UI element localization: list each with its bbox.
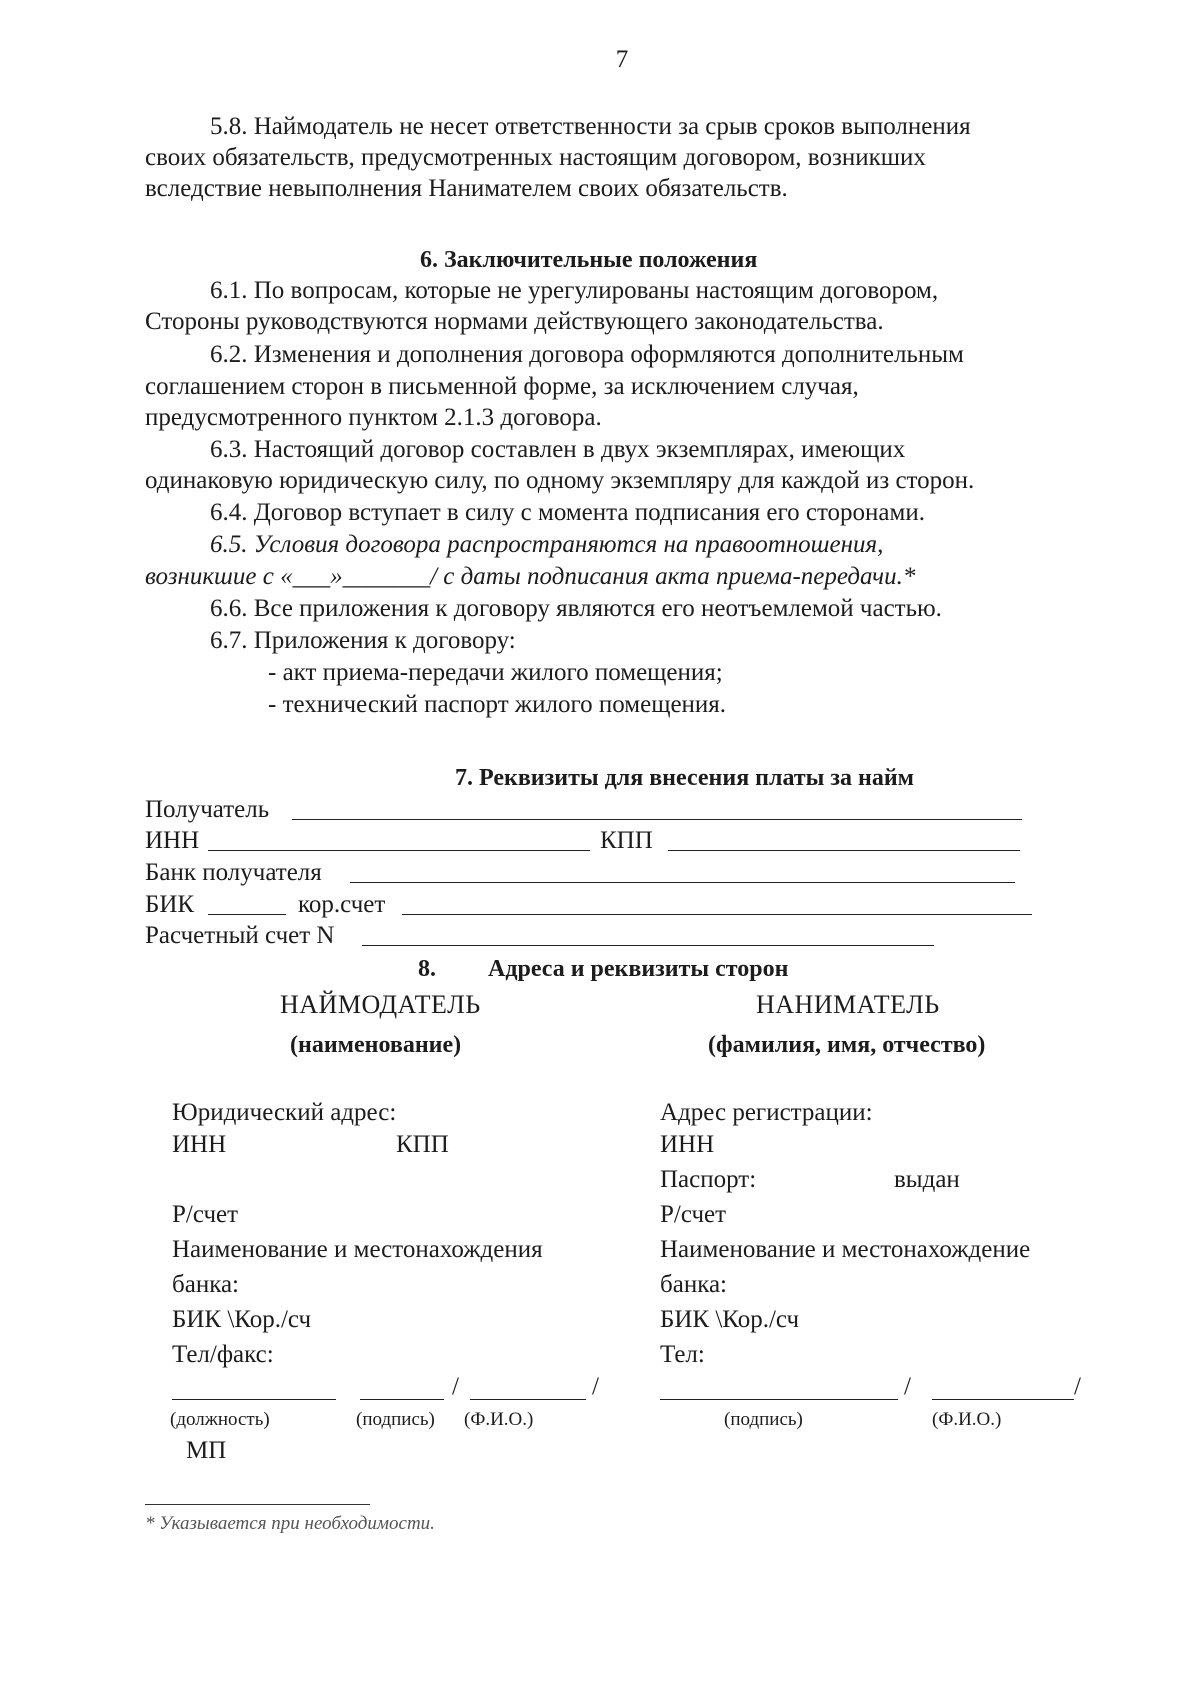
clause-6-2-line-1: 6.2. Изменения и дополнения договора оформляются дополнительным xyxy=(210,341,964,368)
tenant-bik-label: БИК \Кор./сч xyxy=(660,1306,800,1333)
landlord-bank-line-1: Наименование и местонахождения xyxy=(172,1236,543,1263)
recipient-label: Получатель xyxy=(145,796,270,823)
clause-6-1-line-1: 6.1. По вопросам, которые не урегулированы настоящим договором, xyxy=(210,277,939,304)
bank-field[interactable] xyxy=(350,881,1015,883)
landlord-position-caption: (должность) xyxy=(170,1409,270,1430)
section-8-heading: Адреса и реквизиты сторон xyxy=(488,956,789,982)
landlord-account-label: Р/счет xyxy=(172,1201,239,1228)
landlord-title: НАЙМОДАТЕЛЬ xyxy=(280,990,481,1019)
section-8-number: 8. xyxy=(418,956,436,982)
inn-field[interactable] xyxy=(208,849,590,851)
kpp-field[interactable] xyxy=(668,849,1020,851)
landlord-bank-line-2: банка: xyxy=(172,1271,240,1298)
landlord-fio-field[interactable] xyxy=(470,1398,586,1400)
clause-6-4: 6.4. Договор вступает в силу с момента подписания его сторонами. xyxy=(210,499,925,526)
bik-field[interactable] xyxy=(208,913,286,915)
tenant-bank-line-2: банка: xyxy=(660,1271,728,1298)
landlord-slash-2: / xyxy=(592,1373,599,1400)
tenant-signature-field[interactable] xyxy=(660,1398,898,1400)
tenant-phone-label: Тел: xyxy=(660,1341,705,1368)
clause-6-2-line-2: соглашением сторон в письменной форме, за исключением случая, xyxy=(145,373,859,400)
tenant-fio-caption: (Ф.И.О.) xyxy=(932,1409,1002,1430)
clause-6-3-line-2: одинаковую юридическую силу, по одному экземпляру для каждой из сторон. xyxy=(145,467,975,494)
landlord-subtitle: (наименование) xyxy=(290,1032,462,1058)
footnote-divider xyxy=(145,1504,370,1505)
tenant-slash-1: / xyxy=(904,1373,911,1400)
landlord-position-field[interactable] xyxy=(172,1398,336,1400)
landlord-fio-caption: (Ф.И.О.) xyxy=(464,1409,534,1430)
stamp-label: МП xyxy=(186,1437,227,1464)
kor-account-field[interactable] xyxy=(402,913,1032,915)
tenant-title: НАНИМАТЕЛЬ xyxy=(756,990,940,1019)
landlord-signature-field[interactable] xyxy=(360,1398,444,1400)
inn-label: ИНН xyxy=(145,827,200,854)
tenant-fio-field[interactable] xyxy=(932,1398,1074,1400)
landlord-sign-caption: (подпись) xyxy=(356,1409,435,1430)
account-field[interactable] xyxy=(362,944,934,946)
tenant-sign-caption: (подпись) xyxy=(724,1409,803,1430)
tenant-issued-label: выдан xyxy=(894,1166,960,1193)
clause-6-1-line-2: Стороны руководствуются нормами действующего законодательства. xyxy=(145,308,884,335)
tenant-passport-label: Паспорт: xyxy=(660,1166,757,1193)
clause-6-5-line-2: возникшие с «___»_______/ с даты подписания акта приема-передачи.* xyxy=(145,563,916,590)
section-7-heading: 7. Реквизиты для внесения платы за найм xyxy=(455,765,915,791)
appendix-item-2: - технический паспорт жилого помещения. xyxy=(268,691,727,718)
clause-6-6: 6.6. Все приложения к договору являются его неотъемлемой частью. xyxy=(210,595,942,622)
page-number: 7 xyxy=(615,46,629,73)
bank-label: Банк получателя xyxy=(145,859,322,886)
landlord-phone-label: Тел/факс: xyxy=(172,1341,274,1368)
tenant-account-label: Р/счет xyxy=(660,1201,727,1228)
landlord-inn-label: ИНН xyxy=(172,1131,227,1158)
tenant-bank-line-1: Наименование и местонахождение xyxy=(660,1236,1031,1263)
clause-5-8-line-3: вследствие невыполнения Нанимателем своих обязательств. xyxy=(145,175,788,202)
tenant-inn-label: ИНН xyxy=(660,1131,715,1158)
clause-5-8-line-1: 5.8. Наймодатель не несет ответственности за срыв сроков выполнения xyxy=(210,113,971,140)
recipient-field[interactable] xyxy=(292,818,1022,820)
kor-account-label: кор.счет xyxy=(298,891,386,918)
account-label: Расчетный счет N xyxy=(145,922,335,949)
clause-6-7: 6.7. Приложения к договору: xyxy=(210,627,516,654)
clause-6-5-line-1: 6.5. Условия договора распространяются на правоотношения, xyxy=(210,531,884,558)
kpp-label: КПП xyxy=(600,827,653,854)
landlord-address-label: Юридический адрес: xyxy=(172,1099,397,1126)
section-6-heading: 6. Заключительные положения xyxy=(420,247,758,273)
clause-5-8-line-2: своих обязательств, предусмотренных настоящим договором, возникших xyxy=(145,144,926,171)
appendix-item-1: - акт приема-передачи жилого помещения; xyxy=(268,659,723,686)
landlord-slash-1: / xyxy=(452,1373,459,1400)
tenant-slash-2: / xyxy=(1074,1373,1081,1400)
tenant-subtitle: (фамилия, имя, отчество) xyxy=(708,1032,986,1058)
clause-6-2-line-3: предусмотренного пунктом 2.1.3 договора. xyxy=(145,404,602,431)
footnote-text: * Указывается при необходимости. xyxy=(145,1513,435,1534)
landlord-bik-label: БИК \Кор./сч xyxy=(172,1306,312,1333)
tenant-address-label: Адрес регистрации: xyxy=(660,1099,873,1126)
bik-label: БИК xyxy=(145,891,195,918)
landlord-kpp-label: КПП xyxy=(396,1131,449,1158)
clause-6-3-line-1: 6.3. Настоящий договор составлен в двух экземплярах, имеющих xyxy=(210,436,906,463)
